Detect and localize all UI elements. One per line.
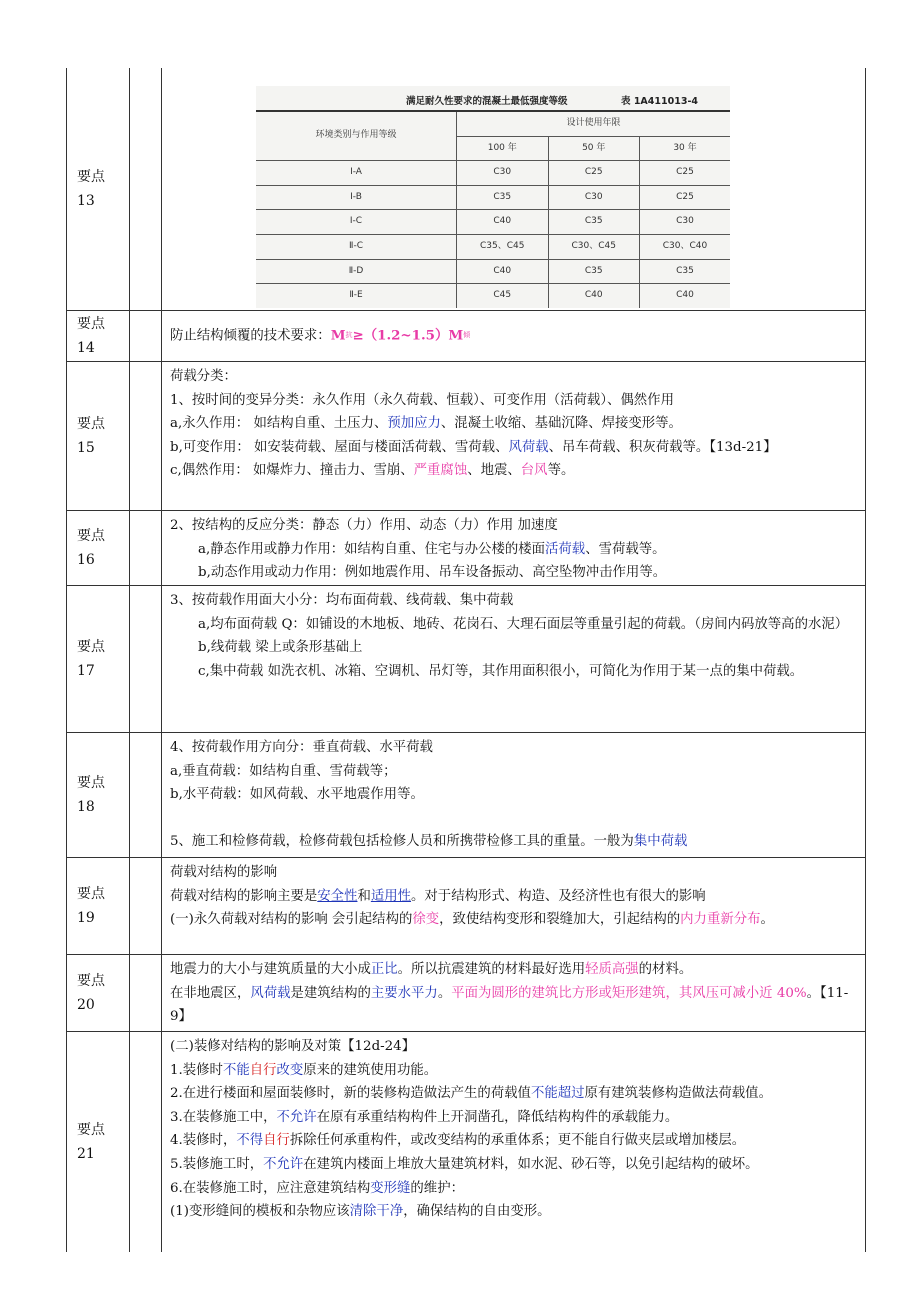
row-content [162, 68, 866, 310]
row-content: 地震力的大小与建筑质量的大小成正比。所以抗震建筑的材料最好选用轻质高强的材料。 在非地震区，风荷载是建筑结构的主要水平力。平面为圆形的建筑比方形或矩形建筑，其风压可减小近 40%。【11-9】 [162, 955, 866, 1031]
table-row: Ⅰ-B C35 C30 C25 [256, 185, 730, 210]
figure-title: 满足耐久性要求的混凝土最低强度等级 [406, 96, 568, 107]
row-20 [66, 955, 866, 1032]
row-21 [66, 1032, 866, 1252]
table-row: Ⅰ-A C30 C25 C25 [256, 161, 730, 186]
table-row: Ⅱ-C C35、C45 C30、C45 C30、C40 [256, 234, 730, 259]
row-content: 荷载分类： 1、按时间的变异分类：永久作用（永久荷载、恒载）、可变作用（活荷载）、偶然作用 a,永久作用： 如结构自重、土压力、预加应力、混凝土收缩、基础沉降、焊接变形等。 b,可变作用： 如安装荷载、屋面与楼面活荷载、雪荷载、风荷载、吊车荷载、积灰荷载等。【13d-21】 c,偶然作用： 如爆炸力、撞击力、雪崩、严重腐蚀、地震、台风等。 [162, 362, 866, 510]
row-19 [66, 858, 866, 955]
row-label: 要点16 [66, 511, 130, 585]
table-row: Ⅰ-C C40 C35 C30 [256, 210, 730, 235]
row-16 [66, 511, 866, 586]
row-content: 防止结构倾覆的技术要求：M抗≥（1.2~1.5）M倾 [162, 311, 866, 361]
row-15 [66, 362, 866, 511]
figure-table [256, 110, 730, 308]
row-label: 要点14 [66, 311, 130, 361]
row-content: 荷载对结构的影响 荷载对结构的影响主要是安全性和适用性。对于结构形式、构造、及经济性也有很大的影响 (一)永久荷载对结构的影响 会引起结构的徐变，致使结构变形和裂缝加大，引起结构的内力重新分布。 [162, 858, 866, 954]
row-content: 2、按结构的反应分类：静态（力）作用、动态（力）作用 加速度 a,静态作用或静力作用：如结构自重、住宅与办公楼的楼面活荷载、雪荷载等。 b,动态作用或动力作用：例如地震作用、吊车设备振动、高空坠物冲击作用等。 [162, 511, 866, 585]
row-label: 要点20 [66, 955, 130, 1031]
row-14 [66, 311, 866, 362]
row-label: 要点18 [66, 733, 130, 857]
table-row: Ⅱ-D C40 C35 C35 [256, 259, 730, 284]
figure-code: 表 1A411013-4 [621, 96, 698, 107]
col-header: 100 年 [457, 136, 549, 161]
row-18 [66, 733, 866, 858]
row-17 [66, 586, 866, 733]
row-content: 3、按荷载作用面大小分：均布面荷载、线荷载、集中荷载 a,均布面荷载 Q：如铺设的木地板、地砖、花岗石、大理石面层等重量引起的荷载。（房间内码放等高的水泥） b,线荷载 梁上或条形基础上 c,集中荷载 如洗衣机、冰箱、空调机、吊灯等，其作用面积很小，可简化为作用于某一点的集中荷载。 [162, 586, 866, 732]
concrete-grade-table-image [256, 86, 730, 308]
row-label: 要点13 [66, 68, 130, 310]
col-header: 50 年 [548, 136, 640, 161]
table-row: Ⅱ-E C45 C40 C40 [256, 284, 730, 308]
row-content: 4、按荷载作用方向分：垂直荷载、水平荷载 a,垂直荷载：如结构自重、雪荷载等； b,水平荷载：如风荷载、水平地震作用等。 5、施工和检修荷载，检修荷载包括检修人员和所携带检修工具的重量。一般为集中荷载 [162, 733, 866, 857]
col-header: 30 年 [640, 136, 731, 161]
row-label: 要点21 [66, 1032, 130, 1252]
row-header: 环境类别与作用等级 [256, 111, 457, 161]
row-label: 要点17 [66, 586, 130, 732]
row-13 [66, 68, 866, 311]
knowledge-table [66, 68, 866, 1252]
group-header: 设计使用年限 [457, 111, 731, 136]
row-label: 要点15 [66, 362, 130, 510]
row-content: (二)装修对结构的影响及对策【12d-24】 1.装修时不能自行改变原来的建筑使用功能。 2.在进行楼面和屋面装修时，新的装修构造做法产生的荷载值不能超过原有建筑装修构造做法荷载值。 3.在装修施工中，不允许在原有承重结构构件上开洞凿孔，降低结构构件的承载能力。 4.装修时，不得自行拆除任何承重构件，或改变结构的承重体系；更不能自行做夹层或增加楼层。 5.装修施工时，不允许在建筑内楼面上堆放大量建筑材料，如水泥、砂石等，以免引起结构的破坏。 6.在装修施工时，应注意建筑结构变形缝的维护： (1)变形缝间的模板和杂物应该清除干净，确保结构的自由变形。 [162, 1032, 866, 1252]
row-label: 要点19 [66, 858, 130, 954]
